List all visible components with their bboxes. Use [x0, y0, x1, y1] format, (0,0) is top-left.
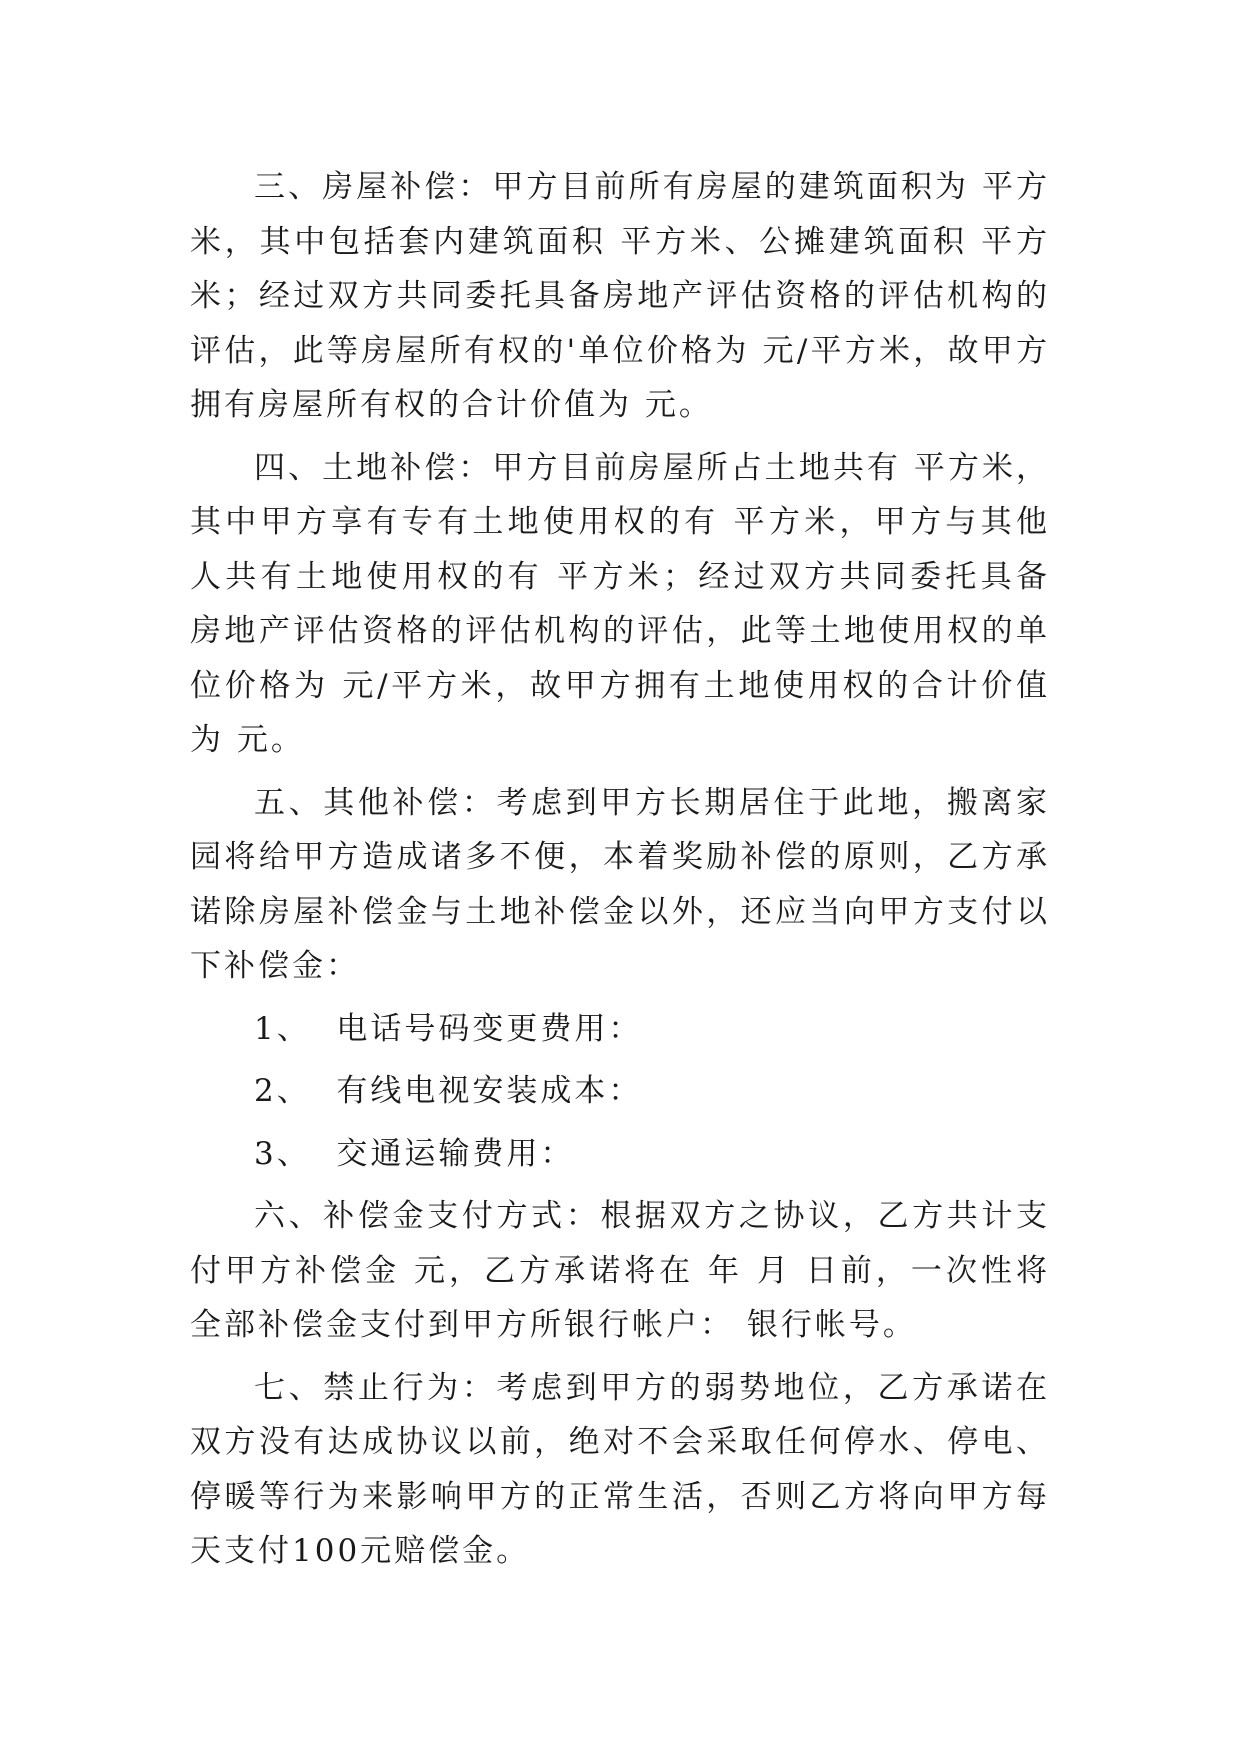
list-item-phone-change: 1、 电话号码变更费用：	[254, 1010, 643, 1047]
document-body	[190, 160, 1050, 1579]
list-item-transport: 3、 交通运输费用：	[254, 1135, 575, 1172]
clause-house-compensation: 三、房屋补偿：甲方目前所有房屋的建筑面积为 平方米，其中包括套内建筑面积 平方米、公摊建筑面积 平方米；经过双方共同委托具备房地产评估资格的评估机构的评估，此等房屋所有权的'单位价格为 元/平方米，故甲方拥有房屋所有权的合计价值为 元。	[190, 169, 1050, 423]
clause-prohibited-acts: 七、禁止行为：考虑到甲方的弱势地位，乙方承诺在双方没有达成协议以前，绝对不会采取任何停水、停电、停暖等行为来影响甲方的正常生活，否则乙方将向甲方每天支付100元赔偿金。	[190, 1369, 1050, 1569]
clause-payment-method: 六、补偿金支付方式：根据双方之协议，乙方共计支付甲方补偿金 元，乙方承诺将在 年 月 日前，一次性将全部补偿金支付到甲方所银行帐户： 银行帐号。	[190, 1198, 1050, 1343]
clause-land-compensation: 四、土地补偿：甲方目前房屋所占土地共有 平方米，其中甲方享有专有土地使用权的有 平方米，甲方与其他人共有土地使用权的有 平方米；经过双方共同委托具备房地产评估资格的评估机构的评估，此等土地使用权的单位价格为 元/平方米，故甲方拥有土地使用权的合计价值为 元。	[190, 449, 1050, 758]
list-item-cable-tv: 2、 有线电视安装成本：	[254, 1073, 643, 1109]
clause-other-compensation: 五、其他补偿：考虑到甲方长期居住于此地，搬离家园将给甲方造成诸多不便，本着奖励补偿的原则，乙方承诺除房屋补偿金与土地补偿金以外，还应当向甲方支付以下补偿金：	[190, 784, 1050, 984]
